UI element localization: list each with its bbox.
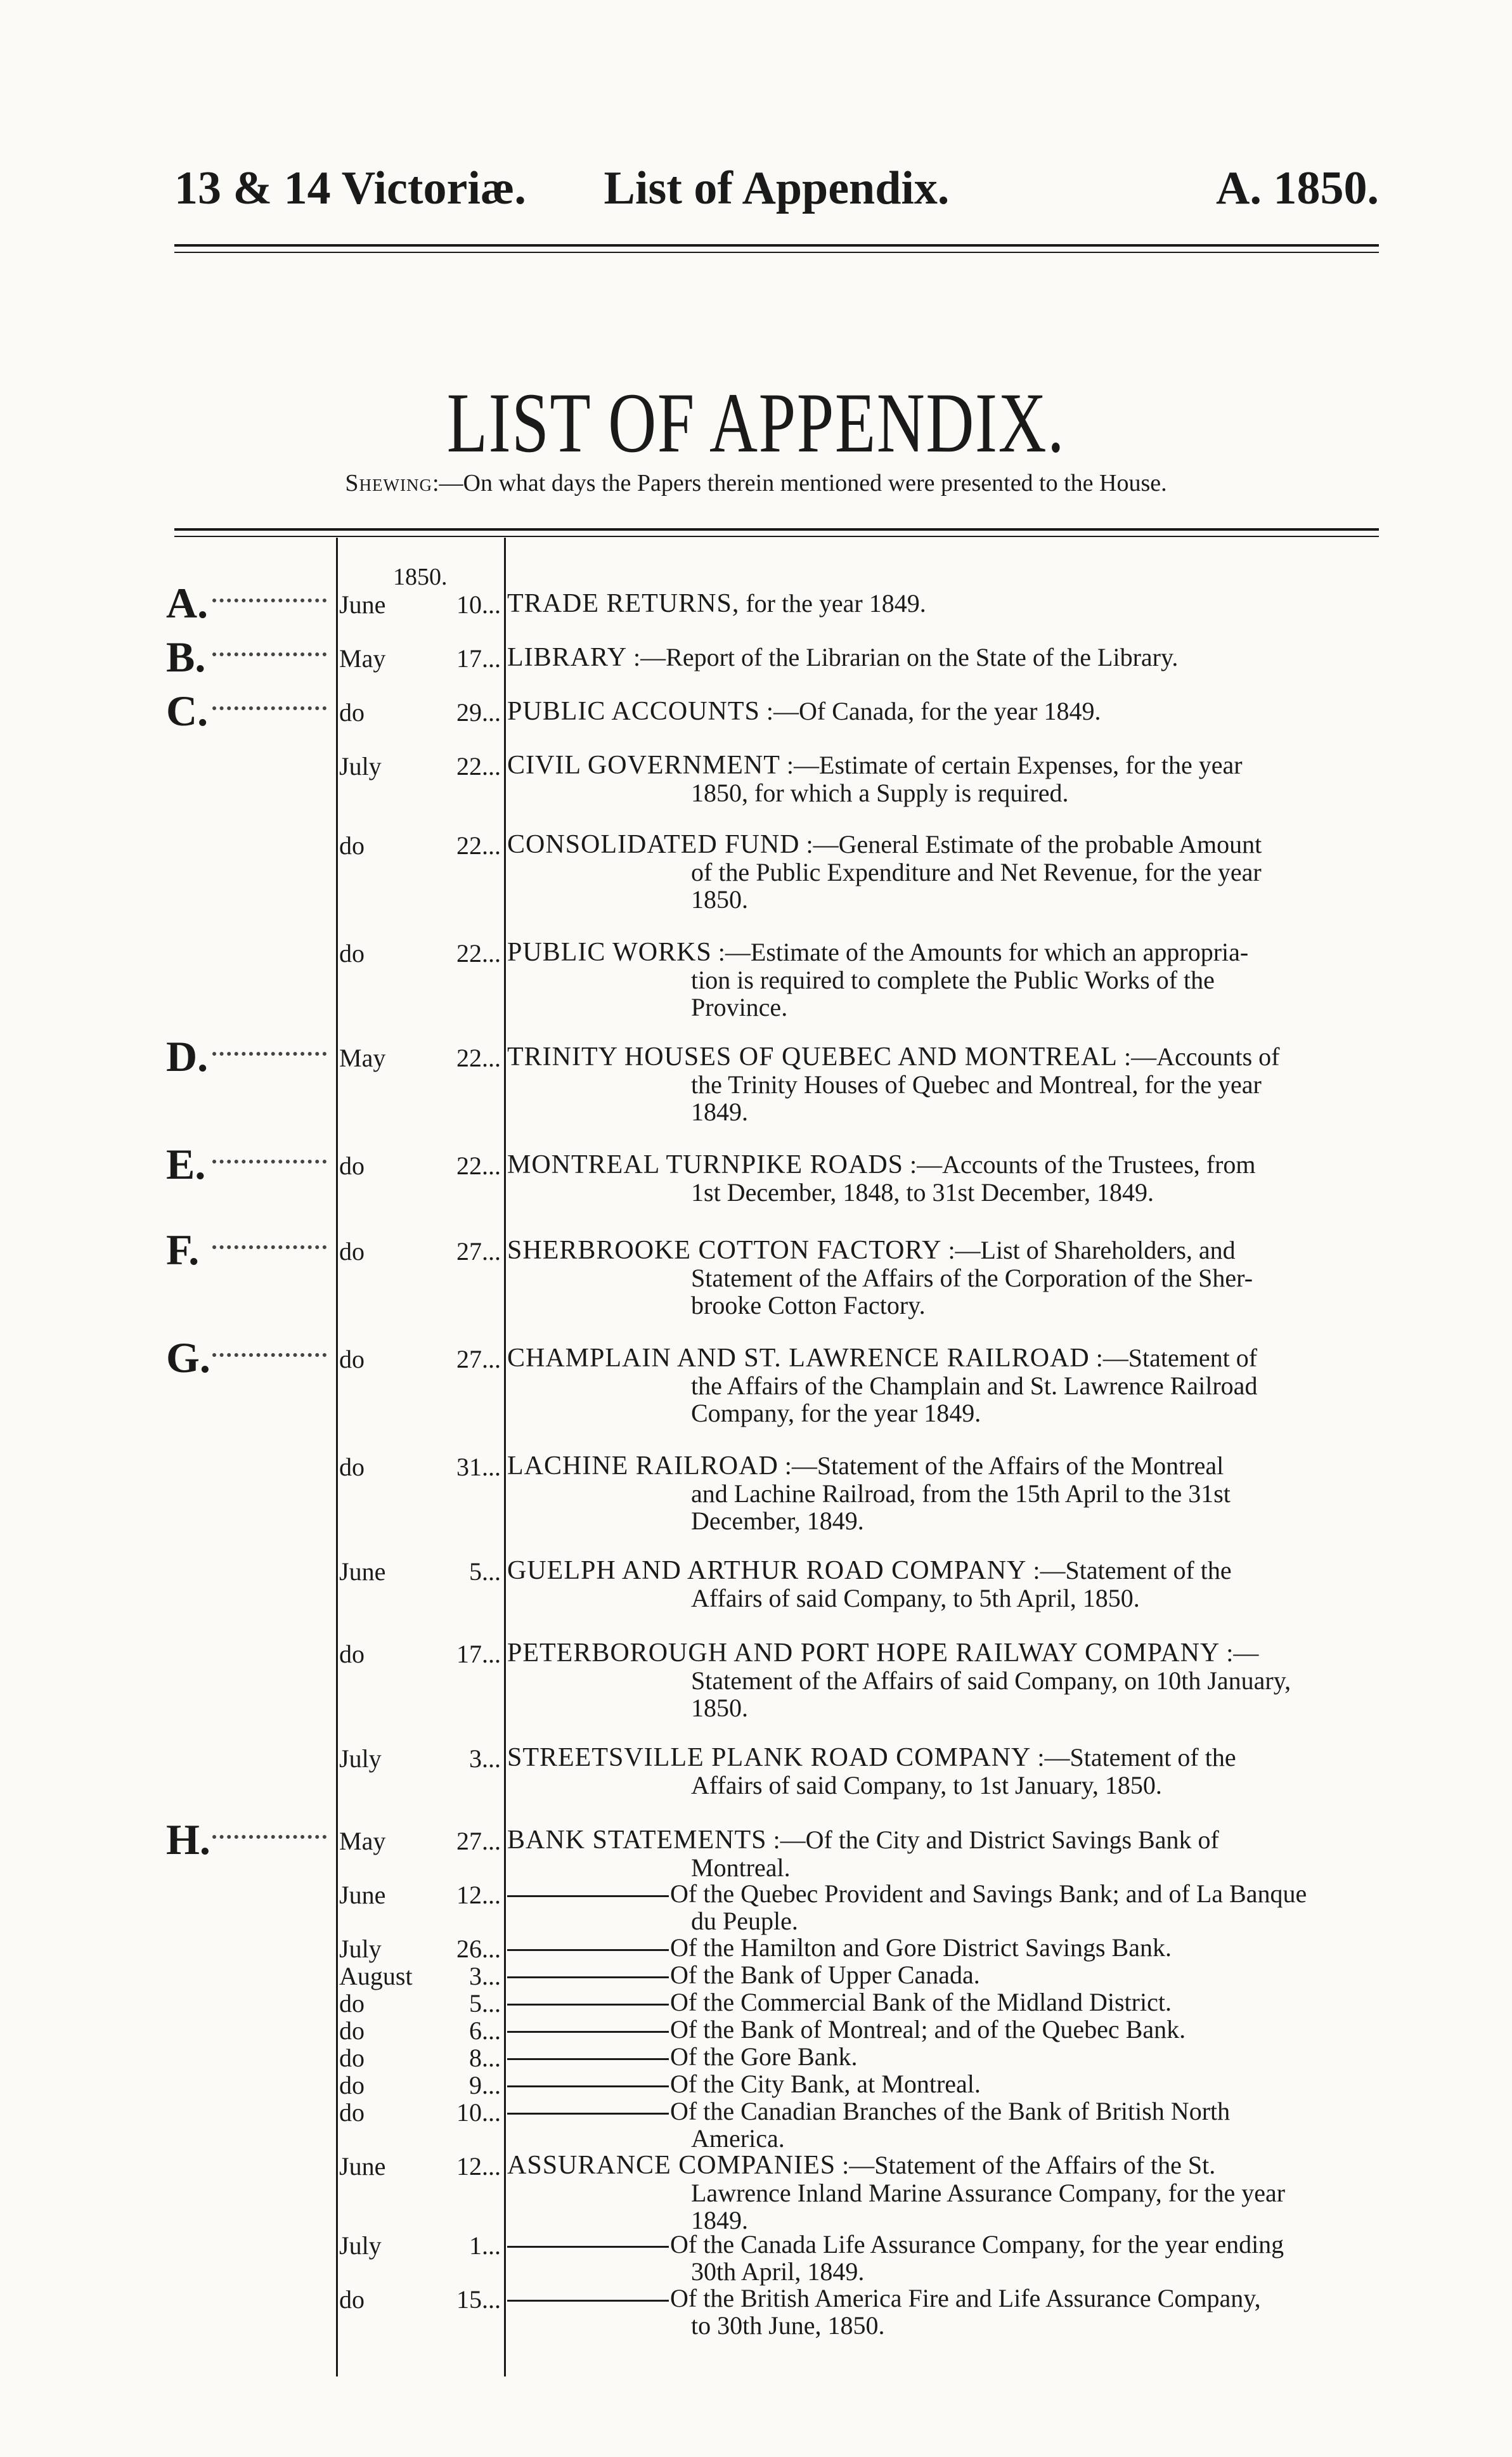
date-month: June (339, 2152, 386, 2181)
entry-heading: LACHINE RAILROAD (507, 1451, 779, 1481)
entry-text (507, 1934, 1379, 1961)
entry-text (507, 831, 1379, 913)
entry-text (507, 1452, 1379, 1534)
entry-continuation: December, 1849. (691, 1507, 864, 1535)
entry-heading: GUELPH AND ARTHUR ROAD COMPANY (507, 1556, 1027, 1585)
ditto-dash (507, 2031, 669, 2033)
entry-continuation: of the Public Expenditure and Net Revenue, for the year (691, 858, 1262, 886)
entry-description: Of the Commercial Bank of the Midland District. (670, 1988, 1172, 2016)
entry-text (507, 1151, 1379, 1206)
date-day: 22... (456, 831, 501, 860)
ditto-dash (507, 2246, 669, 2248)
entry-text (507, 751, 1379, 807)
entry-continuation: du Peuple. (691, 1907, 798, 1935)
entry-heading: STREETSVILLE PLANK ROAD COMPANY (507, 1743, 1031, 1772)
entry-description: :—Estimate of the Amounts for which an appropria- (711, 938, 1249, 966)
entry-description: :—Statement of (1089, 1344, 1258, 1372)
leader-dots (212, 1835, 326, 1839)
ditto-dash (507, 1976, 669, 1978)
date-month: do (339, 698, 365, 727)
leader-dots (212, 652, 326, 656)
date-day: 31... (456, 1453, 501, 1481)
entry-continuation: Affairs of said Company, to 1st January, 1850. (691, 1771, 1162, 1799)
entry-heading: CONSOLIDATED FUND (507, 830, 800, 859)
entry-description: :—Accounts of (1117, 1042, 1280, 1071)
date-day: 12... (456, 2152, 501, 2181)
ditto-dash (507, 2004, 669, 2006)
entry-text (507, 2097, 1379, 2152)
entry-text (507, 2070, 1379, 2097)
subtitle-text: :—On what days the Papers therein mentioned were presented to the House. (432, 470, 1167, 496)
date-day: 17... (456, 1640, 501, 1668)
entry-text (507, 644, 1379, 671)
entry-description: :—Statement of the (1026, 1556, 1232, 1585)
entry-heading: PETERBOROUGH AND PORT HOPE RAILWAY COMPANY (507, 1638, 1220, 1668)
entry-text (507, 1043, 1379, 1125)
date-day: 27... (456, 1345, 501, 1373)
entry-description: :—Of Canada, for the year 1849. (759, 697, 1101, 725)
entry-description: Of the Bank of Montreal; and of the Quebec Bank. (670, 2015, 1186, 2044)
leader-dots (212, 706, 326, 710)
entry-continuation: America. (691, 2124, 785, 2153)
entry-text (507, 1344, 1379, 1427)
date-day: 6... (469, 2016, 501, 2045)
entry-continuation: Province. (691, 993, 788, 1021)
entry-continuation: 1849. (691, 2206, 748, 2234)
running-head-year: A. 1850. (1216, 162, 1379, 214)
entry-heading: PUBLIC ACCOUNTS (507, 697, 760, 726)
entry-text (507, 1880, 1379, 1935)
entry-description: Of the City Bank, at Montreal. (670, 2070, 981, 2098)
date-month: do (339, 939, 365, 968)
date-month: July (339, 1935, 382, 1963)
date-day: 3... (469, 1744, 501, 1773)
date-month: May (339, 644, 386, 673)
date-day: 22... (456, 1151, 501, 1180)
appendix-letter: G. (166, 1333, 210, 1382)
subtitle-lead: Shewing (345, 470, 432, 496)
date-day: 10... (456, 590, 501, 619)
date-month: do (339, 1151, 365, 1180)
date-day: 10... (456, 2098, 501, 2127)
entry-continuation: Statement of the Affairs of the Corporation of the Sher- (691, 1264, 1253, 1292)
date-day: 27... (456, 1827, 501, 1855)
date-month: May (339, 1827, 386, 1855)
year-header: 1850. (393, 564, 448, 590)
entry-continuation: brooke Cotton Factory. (691, 1291, 926, 1319)
date-month: do (339, 1345, 365, 1373)
entry-continuation: Lawrence Inland Marine Assurance Company, for the year (691, 2179, 1286, 2207)
date-day: 8... (469, 2044, 501, 2072)
ditto-dash (507, 1895, 669, 1897)
ditto-dash (507, 2113, 669, 2115)
entry-description: Of the Quebec Provident and Savings Bank; and of La Banque (670, 1879, 1307, 1908)
entry-description: :—Statement of the Affairs of the Montreal (778, 1451, 1224, 1480)
date-day: 9... (469, 2071, 501, 2099)
entry-description: Of the Hamilton and Gore District Savings Bank. (670, 1933, 1172, 1962)
entry-text (507, 1557, 1379, 1612)
date-day: 26... (456, 1935, 501, 1963)
entry-description: Of the Canadian Branches of the Bank of British North (670, 2097, 1231, 2125)
date-day: 3... (469, 1962, 501, 1990)
date-month: do (339, 2098, 365, 2127)
entry-description: :—Statement of the Affairs of the St. (836, 2151, 1216, 2179)
date-day: 17... (456, 644, 501, 673)
date-month: July (339, 752, 382, 781)
appendix-letter: E. (166, 1140, 206, 1188)
entry-text (507, 2043, 1379, 2070)
entry-heading: SHERBROOKE COTTON FACTORY (507, 1236, 942, 1265)
entry-description: :—Statement of the (1031, 1743, 1236, 1772)
date-month: May (339, 1044, 386, 1072)
appendix-letter: A. (166, 579, 209, 627)
ditto-dash (507, 2058, 669, 2060)
entry-text (507, 1961, 1379, 1988)
leader-dots (212, 1353, 326, 1357)
entry-continuation: the Trinity Houses of Quebec and Montreal, for the year (691, 1070, 1262, 1099)
entry-heading: TRADE RETURNS, (507, 589, 740, 618)
entry-description: :—Accounts of the Trustees, from (903, 1150, 1256, 1179)
date-month: do (339, 2285, 365, 2314)
ditto-dash (507, 2085, 669, 2087)
appendix-letter: C. (166, 687, 209, 735)
date-month: do (339, 2016, 365, 2045)
entry-continuation: to 30th June, 1850. (691, 2311, 885, 2340)
appendix-letter: H. (166, 1815, 210, 1864)
entry-continuation: 1850, for which a Supply is required. (691, 779, 1069, 807)
running-head-title: List of Appendix. (604, 162, 950, 214)
appendix-letter: B. (166, 633, 206, 681)
entry-text (507, 1744, 1379, 1799)
entry-text (507, 1639, 1379, 1721)
entry-description: :—General Estimate of the probable Amount (799, 830, 1262, 859)
entry-continuation: 1st December, 1848, to 31st December, 1849. (691, 1178, 1154, 1207)
entry-continuation: Affairs of said Company, to 5th April, 1850. (691, 1584, 1140, 1612)
entry-text (507, 2016, 1379, 2043)
running-head-session: 13 & 14 Victoriæ. (174, 162, 526, 214)
entry-description: :— (1220, 1638, 1259, 1667)
ditto-dash (507, 1949, 669, 1951)
entry-continuation: Statement of the Affairs of said Company, on 10th January, (691, 1666, 1291, 1695)
date-day: 15... (456, 2285, 501, 2314)
entry-continuation: 1849. (691, 1098, 748, 1126)
leader-dots (212, 1160, 326, 1164)
date-day: 22... (456, 1044, 501, 1072)
entry-description: :—Report of the Librarian on the State of the Library. (627, 643, 1179, 671)
entry-text (507, 1826, 1379, 1881)
date-month: do (339, 1453, 365, 1481)
date-month: do (339, 1640, 365, 1668)
entry-text (507, 2151, 1379, 2234)
date-month: June (339, 1557, 386, 1586)
date-day: 5... (469, 1557, 501, 1586)
date-day: 27... (456, 1237, 501, 1266)
date-month: June (339, 1881, 386, 1909)
date-month: do (339, 2044, 365, 2072)
date-day: 1... (469, 2231, 501, 2260)
entry-continuation: 30th April, 1849. (691, 2257, 865, 2286)
date-month: do (339, 1989, 365, 2018)
entry-description: :—List of Shareholders, and (941, 1236, 1236, 1264)
entry-heading: MONTREAL TURNPIKE ROADS (507, 1150, 904, 1179)
entry-description: Of the Gore Bank. (670, 2042, 858, 2071)
entry-text (507, 697, 1379, 725)
date-day: 5... (469, 1989, 501, 2018)
leader-dots (212, 599, 326, 602)
entry-text (507, 1988, 1379, 2016)
entry-text (507, 2231, 1379, 2285)
entry-heading: LIBRARY (507, 643, 628, 672)
entry-heading: CHAMPLAIN AND ST. LAWRENCE RAILROAD (507, 1344, 1090, 1373)
date-day: 22... (456, 939, 501, 968)
date-month: July (339, 2231, 382, 2260)
date-month: do (339, 1237, 365, 1266)
date-month: do (339, 2071, 365, 2099)
entry-heading: ASSURANCE COMPANIES (507, 2151, 836, 2180)
entry-text (507, 938, 1379, 1021)
ditto-dash (507, 2300, 669, 2302)
date-month: August (339, 1962, 413, 1990)
entry-continuation: Montreal. (691, 1853, 791, 1882)
date-month: June (339, 590, 386, 619)
entry-description: :—Estimate of certain Expenses, for the year (780, 751, 1243, 779)
entry-description: Of the British America Fire and Life Assurance Company, (670, 2284, 1261, 2312)
entry-text (507, 1236, 1379, 1319)
entry-text (507, 590, 1379, 618)
date-day: 12... (456, 1881, 501, 1909)
appendix-letter: D. (166, 1032, 209, 1080)
leader-dots (212, 1052, 326, 1056)
entry-heading: BANK STATEMENTS (507, 1825, 767, 1855)
entry-continuation: Company, for the year 1849. (691, 1399, 981, 1427)
entry-heading: TRINITY HOUSES OF QUEBEC AND MONTREAL (507, 1042, 1118, 1072)
date-month: July (339, 1744, 382, 1773)
entry-description: :—Of the City and District Savings Bank of (766, 1825, 1219, 1854)
date-month: do (339, 831, 365, 860)
entry-continuation: tion is required to complete the Public Works of the (691, 966, 1215, 994)
entry-continuation: 1850. (691, 885, 748, 914)
entry-description: for the year 1849. (739, 589, 926, 618)
leader-dots (212, 1245, 326, 1249)
date-day: 29... (456, 698, 501, 727)
date-day: 22... (456, 752, 501, 781)
entry-continuation: and Lachine Railroad, from the 15th April to the 31st (691, 1479, 1231, 1508)
entry-description: Of the Canada Life Assurance Company, for the year ending (670, 2230, 1284, 2259)
appendix-letter: F. (166, 1226, 200, 1274)
entry-heading: CIVIL GOVERNMENT (507, 751, 780, 780)
entry-continuation: 1850. (691, 1694, 748, 1722)
entry-description: Of the Bank of Upper Canada. (670, 1961, 980, 1989)
entry-heading: PUBLIC WORKS (507, 938, 712, 967)
entry-continuation: the Affairs of the Champlain and St. Lawrence Railroad (691, 1371, 1258, 1400)
entry-text (507, 2285, 1379, 2339)
page-title: LIST OF APPENDIX. (446, 376, 1066, 470)
